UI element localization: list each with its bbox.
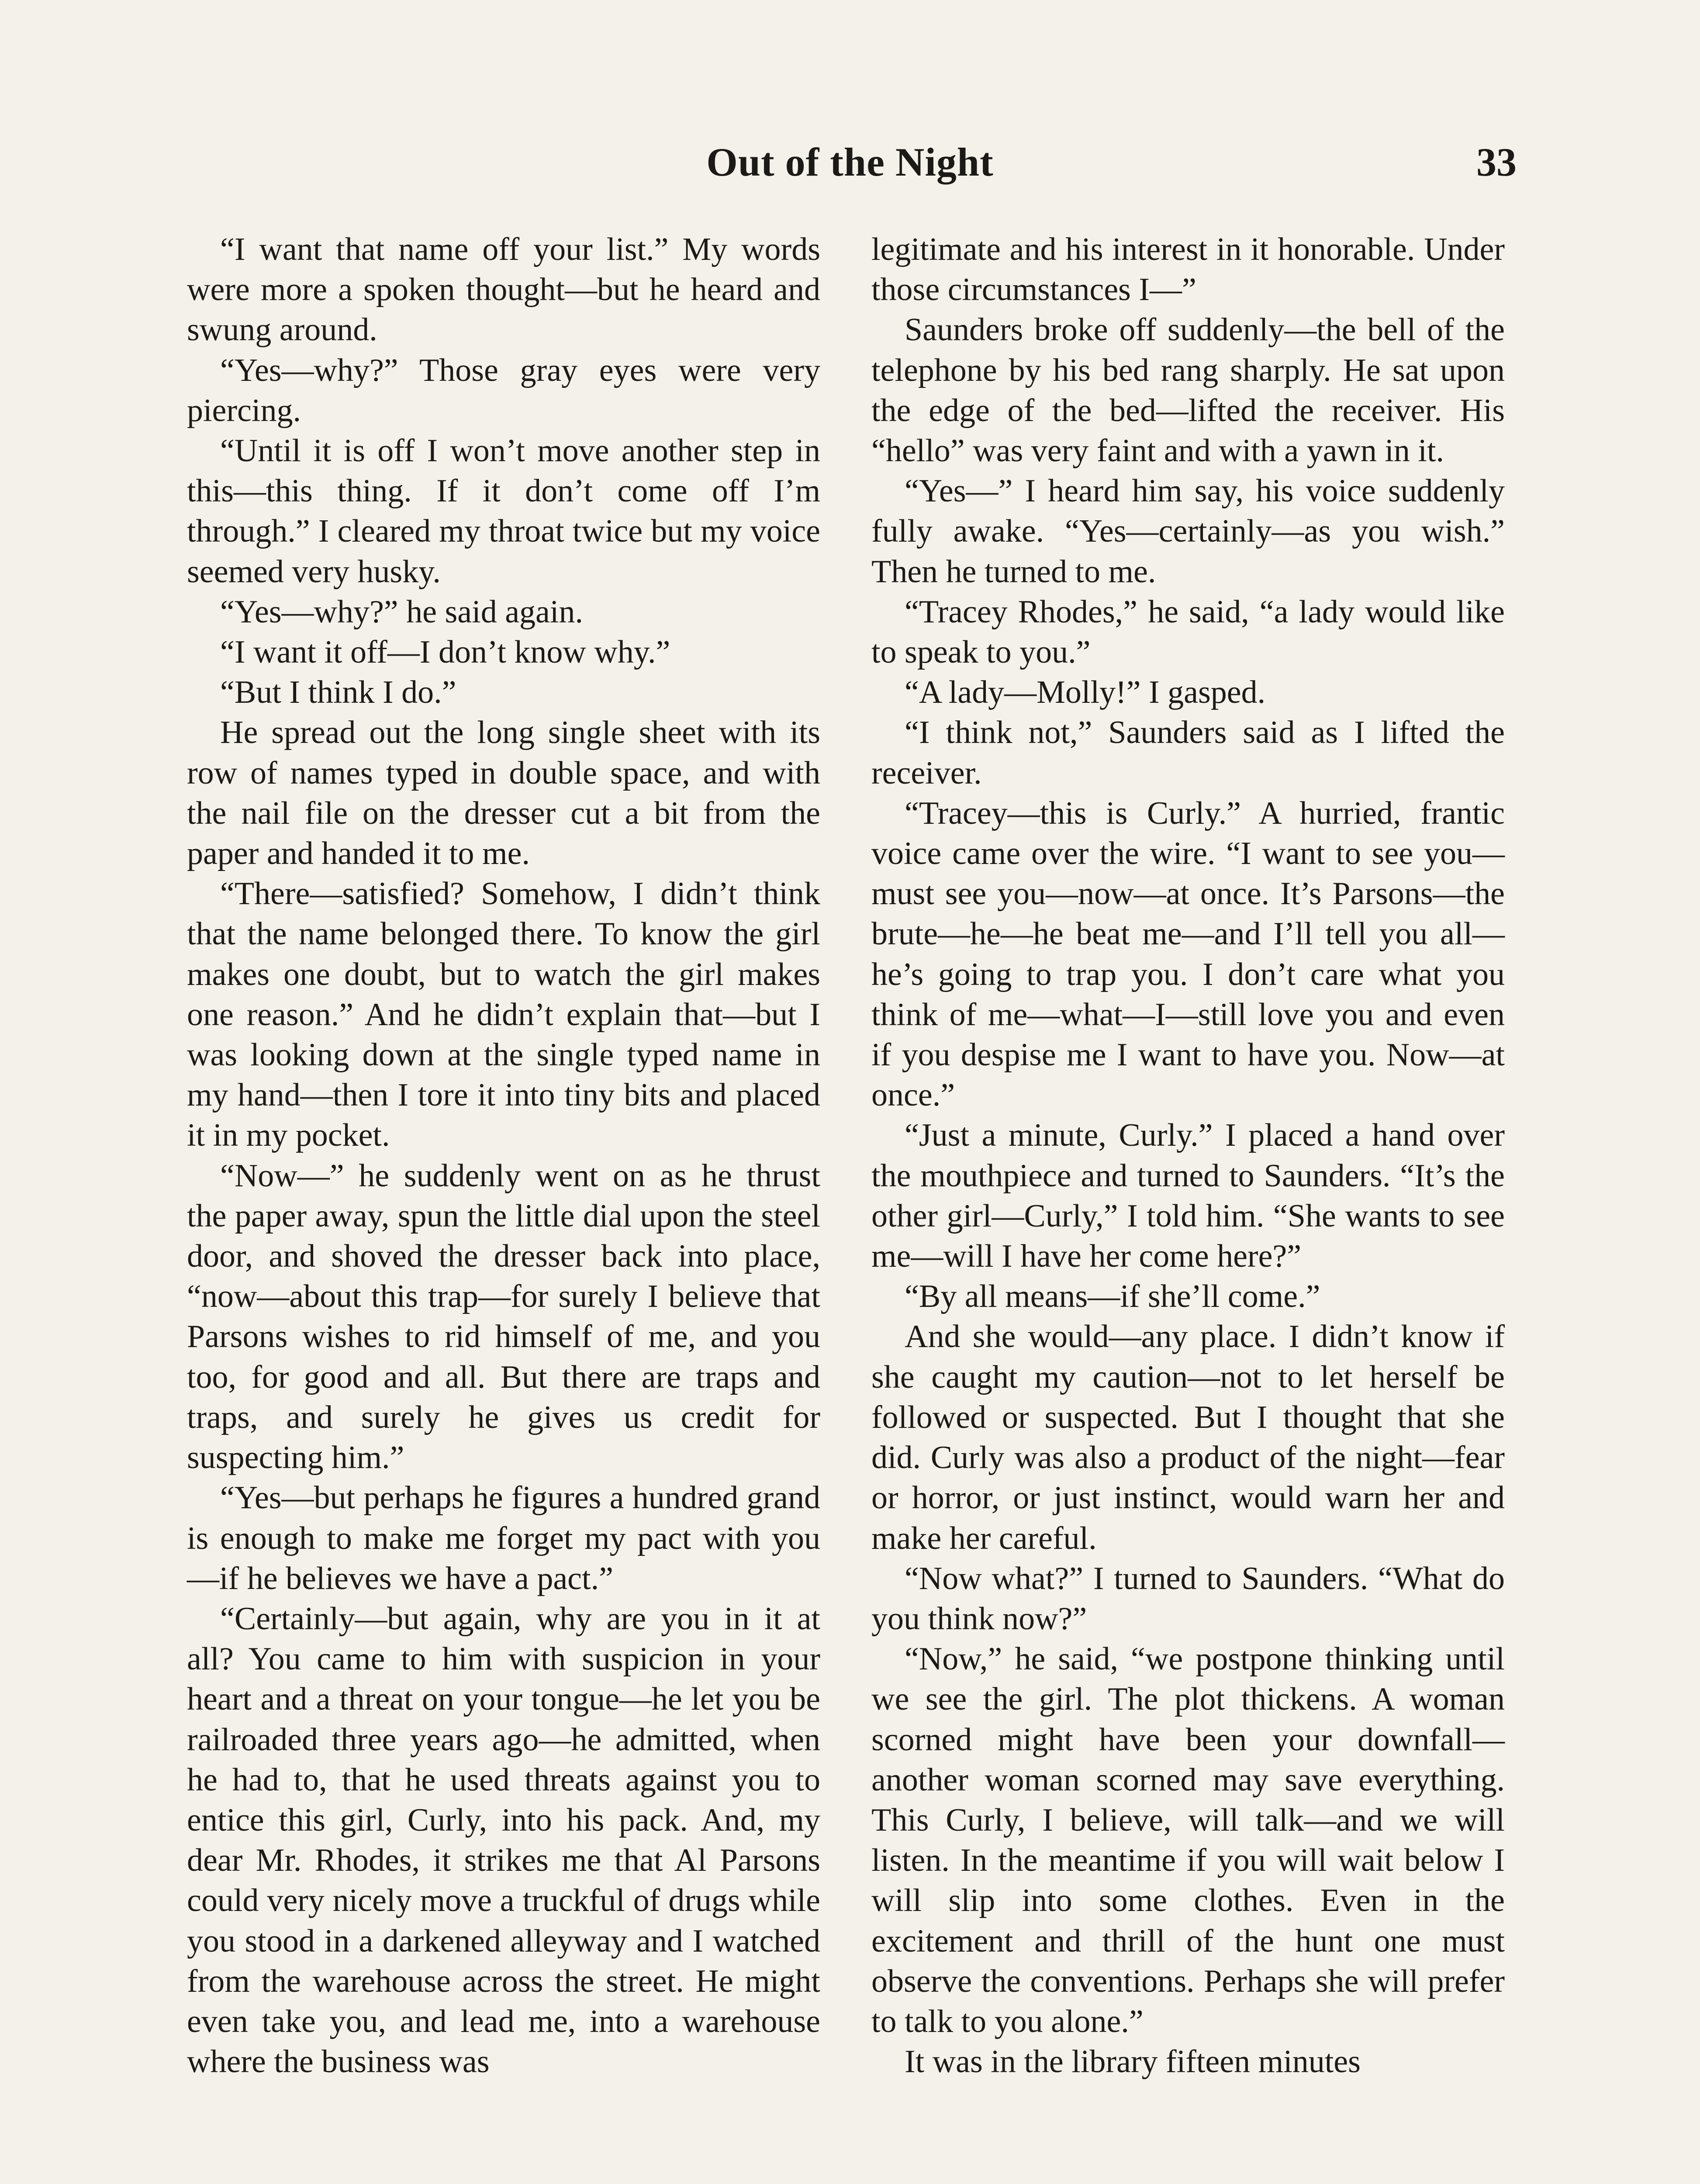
paragraph: He spread out the long single sheet with its row of names typed in double space, and with the nail file on the dresser cut a bit from the paper and handed it to me.: [187, 715, 820, 872]
paragraph: “There—satisfied? Somehow, I didn’t think that the name belonged there. To know the girl makes one doubt, but to watch the girl makes one reason.” And he didn’t explain that—but I was looking down at the single typed name in my hand—then I tore it into tiny bits and placed it in my pocket.: [187, 876, 820, 1154]
running-title: Out of the Night: [706, 140, 994, 184]
paragraph: “Yes—” I heard him say, his voice suddenly fully awake. “Yes—certainly—as you wish.” Then he turned to me.: [871, 473, 1505, 590]
paragraph: “By all means—if she’ll come.”: [905, 1279, 1320, 1315]
right-column: [871, 229, 1505, 2184]
left-column: [187, 229, 820, 2184]
paragraph: “I think not,” Saunders said as I lifted the receiver.: [871, 715, 1505, 791]
paragraph: It was in the library fifteen minutes: [905, 2044, 1361, 2080]
paragraph: “But I think I do.”: [220, 674, 456, 711]
paragraph: “Now—” he suddenly went on as he thrust the paper away, spun the little dial upon the steel door, and shoved the dresser back into place, “now—about this trap—for surely I believe that Parsons wishes to rid himself of me, and you too, for good and all. But there are traps and traps, and surely he gives us credit for suspecting him.”: [187, 1158, 820, 1476]
paragraph: “Tracey Rhodes,” he said, “a lady would like to speak to you.”: [871, 594, 1505, 670]
paragraph: “Yes—why?” Those gray eyes were very piercing.: [187, 352, 820, 429]
paragraph: “Yes—but perhaps he figures a hundred grand is enough to make me forget my pact with you—if he believes we have a pact.”: [187, 1480, 820, 1597]
paragraph: “Tracey—this is Curly.” A hurried, frantic voice came over the wire. “I want to see you—must see you—now—at once. It’s Parsons—the brute—he—he beat me—and I’ll tell you all—he’s going to trap you. I don’t care what you think of me—what—I—still love you and even if you despise me I want to have you. Now—at once.”: [871, 795, 1505, 1113]
paragraph: “Just a minute, Curly.” I placed a hand over the mouthpiece and turned to Saunders. “It’s the other girl—Curly,” I told him. “She wants to see me—will I have her come here?”: [871, 1117, 1505, 1275]
paragraph: “Now,” he said, “we postpone thinking until we see the girl. The plot thickens. A woman scorned might have been your downfall—another woman scorned may save everything. This Curly, I believe, will talk—and we will listen. In the meantime if you will wait below I will slip into some clothes. Even in the excitement and thrill of the hunt one must observe the conventions. Perhaps she will prefer to talk to you alone.”: [871, 1641, 1505, 2039]
paragraph: “Now what?” I turned to Saunders. “What do you think now?”: [871, 1560, 1505, 1637]
paragraph: “Yes—why?” he said again.: [220, 594, 583, 630]
paragraph: “Certainly—but again, why are you in it at all? You came to him with suspicion in your heart and a threat on your tongue—he let you be railroaded three years ago—he admitted, when he had to, that he used threats against you to entice this girl, Curly, into his pack. And, my dear Mr. Rhodes, it strikes me that Al Parsons could very nicely move a truckful of drugs while you stood in a darkened alleyway and I watched from the warehouse across the street. He might even take you, and lead me, into a warehouse where the business was: [187, 1600, 820, 2080]
paragraph: And she would—any place. I didn’t know if she caught my caution—not to let herself be followed or suspected. But I thought that she did. Curly was also a product of the night—fear or horror, or just instinct, would warn her and make her careful.: [871, 1319, 1505, 1556]
paragraph: “I want that name off your list.” My words were more a spoken thought—but he heard and swung around.: [187, 232, 820, 348]
paragraph: “Until it is off I won’t move another step in this—this thing. If it don’t come off I’m through.” I cleared my throat twice but my voice seemed very husky.: [187, 433, 820, 590]
paragraph: Saunders broke off suddenly—the bell of the telephone by his bed rang sharply. He sat upon the edge of the bed—lifted the receiver. His “hello” was very faint and with a yawn in it.: [871, 312, 1505, 469]
paragraph: “A lady—Molly!” I gasped.: [905, 674, 1266, 711]
paragraph-continued: legitimate and his interest in it honorable. Under those circumstances I—”: [871, 232, 1505, 308]
paragraph: “I want it off—I don’t know why.”: [220, 634, 670, 670]
page-number: 33: [1476, 140, 1517, 184]
